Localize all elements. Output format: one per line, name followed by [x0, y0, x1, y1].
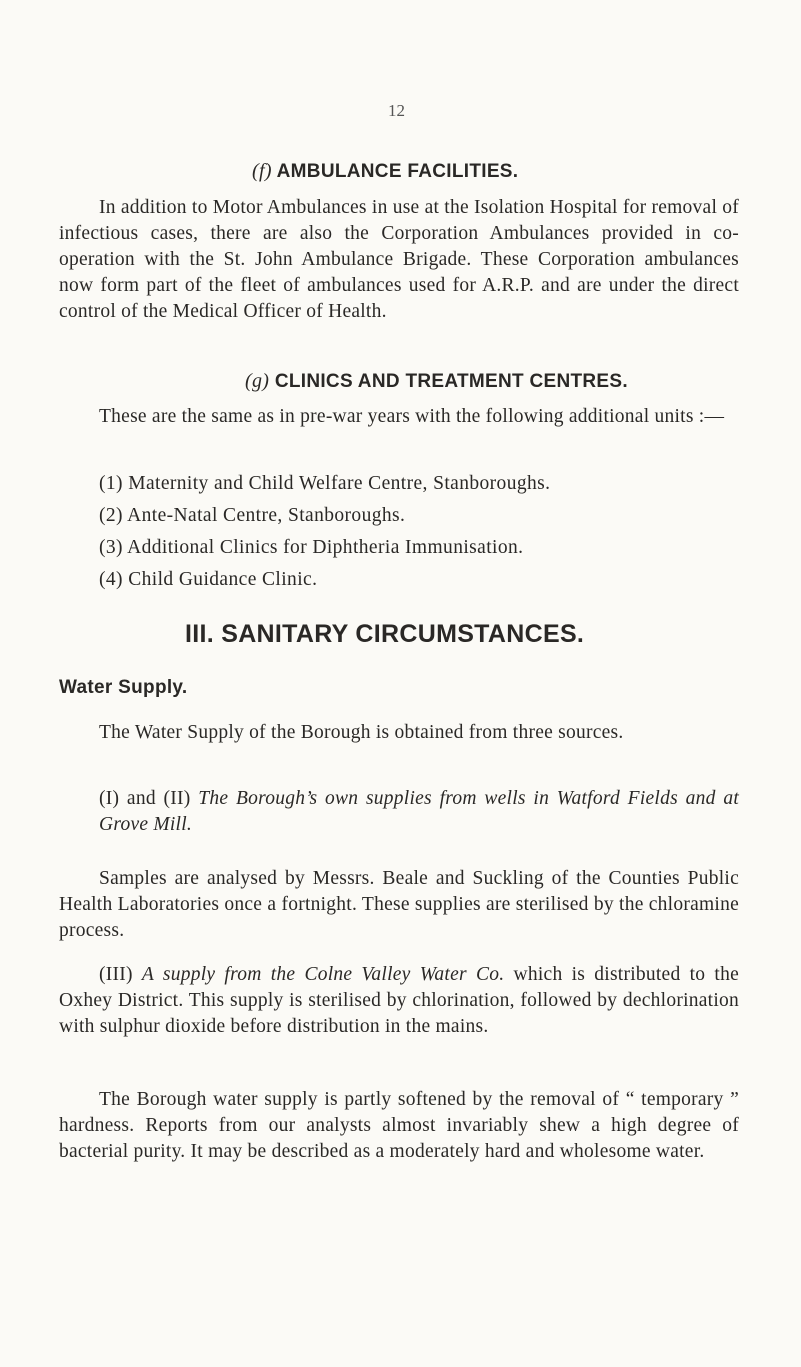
water-p2 [99, 786, 739, 838]
section-g-title: CLINICS AND TREATMENT CENTRES. [274, 371, 628, 392]
water-p2-italic: The Borough’s own supplies from wells in Watford Fields and at Grove Mill. [99, 788, 739, 835]
water-p2-prefix: (I) and (II) [99, 788, 199, 809]
section-g-heading [245, 370, 628, 393]
section-f-text: In addition to Motor Ambulances in use at the Isolation Hospital for removal of infectious cases, there are also the Corporation Ambulances provided in co-operation with the St. John Ambulance Brigade. These Corporation ambulances now form part of the fleet of ambulances used for A.R.P. and are under the direct control of the Medical Officer of Health. [59, 197, 739, 322]
water-p4 [59, 962, 739, 1040]
section-iii-heading: III. SANITARY CIRCUMSTANCES. [185, 620, 585, 648]
water-supply-subheading: Water Supply. [59, 677, 188, 698]
water-p4-italic: A supply from the Colne Valley Water Co. [141, 964, 505, 985]
list-item: (3) Additional Clinics for Diphtheria Immunisation. [99, 537, 524, 558]
section-g-letter: (g) [245, 370, 270, 392]
section-f-letter: (f) [252, 160, 272, 182]
list-item: (4) Child Guidance Clinic. [99, 569, 318, 590]
section-g-intro: These are the same as in pre-war years with the following additional units :— [99, 406, 725, 427]
water-p5: The Borough water supply is partly softened by the removal of “ temporary ” hardness. Reports from our analysts almost invariably shew a high degree of bacterial purity. It may be described as a moderately hard and wholesome water. [59, 1089, 739, 1162]
section-f-title: AMBULANCE FACILITIES. [276, 161, 519, 182]
section-f-heading [252, 160, 518, 183]
page-number: 12 [388, 101, 405, 120]
water-p4-rest: which is distributed to the Oxhey District. This supply is sterilised by chlorination, followed by dechlorination with sulphur dioxide before distribution in the mains. [59, 964, 739, 1037]
water-p4-prefix: (III) [99, 964, 142, 985]
list-item: (2) Ante-Natal Centre, Stanboroughs. [99, 505, 406, 526]
list-item: (1) Maternity and Child Welfare Centre, Stanboroughs. [99, 473, 551, 494]
water-p3: Samples are analysed by Messrs. Beale and Suckling of the Counties Public Health Laboratories once a fortnight. These supplies are sterilised by the chloramine process. [59, 868, 739, 941]
water-p1: The Water Supply of the Borough is obtained from three sources. [99, 722, 624, 743]
